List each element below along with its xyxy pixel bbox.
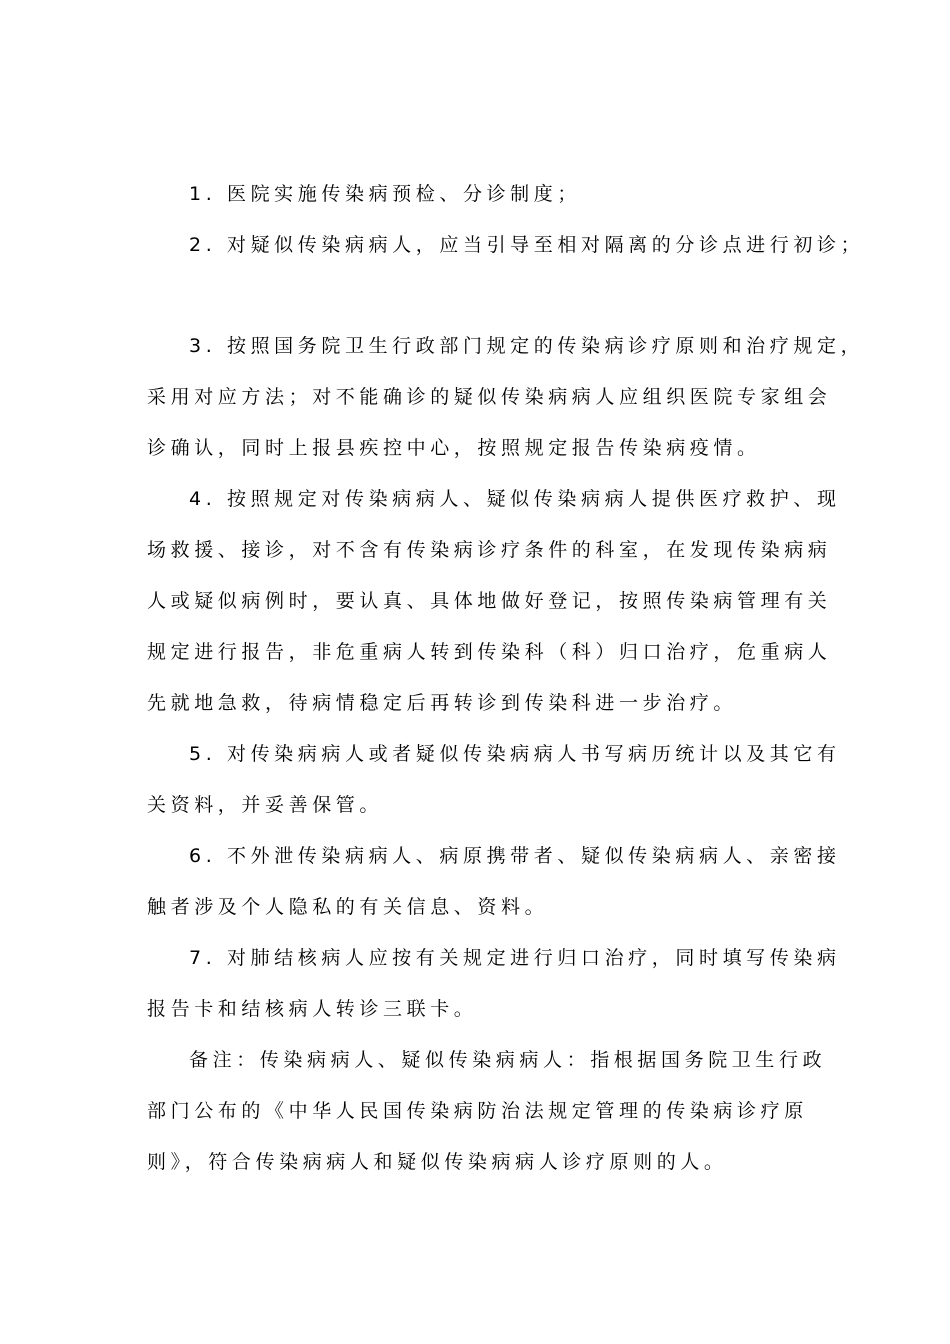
- paragraph-item-5: [147, 729, 841, 831]
- paragraph-line: 4. 按照规定对传染病病人、疑似传染病病人提供医疗救护、现: [189, 488, 841, 510]
- paragraph-line: 触者涉及个人隐私的有关信息、资料。: [147, 896, 549, 918]
- paragraph-line: 6. 不外泄传染病病人、病原携带者、疑似传染病病人、亲密接: [189, 845, 841, 867]
- paragraph-line: 则》，符合传染病病人和疑似传染病病人诊疗原则的人。: [147, 1151, 728, 1173]
- paragraph-line: 备注：传染病病人、疑似传染病病人：指根据国务院卫生行政: [189, 1049, 827, 1071]
- paragraph-item-1: [147, 169, 817, 220]
- paragraph-line: 部门公布的《中华人民国传染病防治法规定管理的传染病诊疗原: [147, 1100, 808, 1122]
- paragraph-line: 人或疑似病例时，要认真、具体地做好登记，按照传染病管理有关: [147, 590, 832, 612]
- paragraph-line: 1. 医院实施传染病预检、分诊制度；: [189, 183, 581, 205]
- document-body: [147, 183, 865, 1188]
- paragraph-line: 先就地急救，待病情稳定后再转诊到传染科进一步治疗。: [147, 692, 738, 714]
- paragraph-line: 采用对应方法；对不能确诊的疑似传染病病人应组织医院专家组会: [147, 386, 832, 408]
- paragraph-line: 场救援、接诊，对不含有传染病诊疗条件的科室，在发现传染病病: [147, 539, 832, 561]
- paragraph-item-3: [147, 321, 865, 474]
- paragraph-line: 2. 对疑似传染病病人，应当引导至相对隔离的分诊点进行初诊；: [189, 234, 865, 256]
- paragraph-line: 诊确认，同时上报县疾控中心，按照规定报告传染病疫情。: [147, 437, 761, 459]
- paragraph-line: 5. 对传染病病人或者疑似传染病病人书写病历统计以及其它有: [189, 743, 841, 765]
- paragraph-item-2: [147, 220, 865, 271]
- paragraph-line: 报告卡和结核病人转诊三联卡。: [147, 998, 478, 1020]
- paragraph-note: [147, 1035, 827, 1188]
- paragraph-line: 规定进行报告，非危重病人转到传染科（科）归口治疗，危重病人: [147, 641, 832, 663]
- paragraph-item-4: [147, 474, 841, 729]
- paragraph-line: 3. 按照国务院卫生行政部门规定的传染病诊疗原则和治疗规定，: [189, 335, 865, 357]
- paragraph-item-6: [147, 831, 841, 933]
- paragraph-line: 关资料，并妥善保管。: [147, 794, 384, 816]
- paragraph-line: 7. 对肺结核病人应按有关规定进行归口治疗，同时填写传染病: [189, 947, 841, 969]
- paragraph-item-7: [147, 933, 841, 1035]
